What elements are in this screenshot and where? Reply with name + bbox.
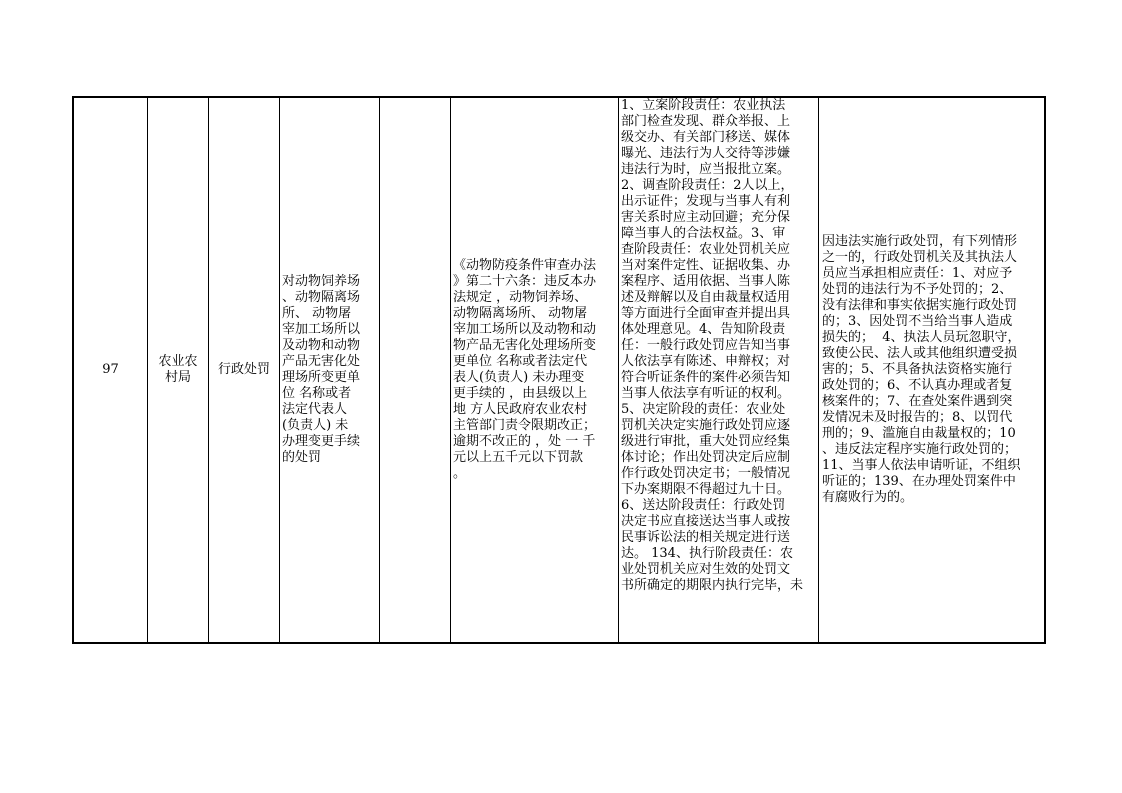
item-name: 对动物饲养场 、动物隔离场 所、 动物屠 宰加工场所以 及动物和动物 产品无害化处 理场所变更单 位 名称或者 法定代表人 (负责人) 未 办理变更手续 的处罚 <box>282 274 361 465</box>
legal-basis: 《动物防疫条件审查办法 》第二十六条：违反本办 法规定 ，动物饲养场、 动物隔离场所、 动物屠 宰加工场所以及动物和动 物产品无害化处理场所变 更单位 名称或者法定代 表人(负责人) 未办理变 更手续的 ，由县级以上 地 方人民政府农业农村 主管部门责令限期改正； 逾期不改正的 ，处 一 千 元以上五千元以下罚款 。 <box>453 258 597 481</box>
cell-legal-basis <box>451 98 619 642</box>
cell-item-name <box>280 98 380 642</box>
cell-sub-item <box>380 98 451 642</box>
table-row <box>72 96 1046 644</box>
power-type: 行政处罚 <box>217 362 270 377</box>
cell-type <box>209 98 280 642</box>
accountability-text: 因违法实施行政处罚，有下列情形 之一的，行政处罚机关及其执法人 员应当承担相应责任：1、对应予 处罚的违法行为不予处罚的；2、 没有法律和事实依据实施行政处罚 的；3、因处罚不当给当事人造成 损失的； 4、执法人员玩忽职守， 致使公民、法人或其他组织遭受损 害的；5、不具备执法资格实施行 政处罚的；6、不认真办理或者复 核案件的；7、在查处案件遇到突 发情况未及时报告的；8、以罚代 刑的；9、滥施自由裁量权的；10 、违反法定程序实施行政处罚的； 11、当事人依法申请听证，不组织 听证的；139、在办理处罚案件中 有腐败行为的。 <box>822 234 1021 505</box>
cell-accountability <box>819 98 1046 642</box>
row-number: 97 <box>102 362 119 377</box>
department: 农业农 村局 <box>158 354 198 385</box>
cell-department <box>148 98 209 642</box>
cell-number <box>74 98 148 642</box>
cell-responsibility <box>619 98 819 642</box>
responsibility-text: 1、立案阶段责任：农业执法 部门检查发现、群众举报、上 级交办、有关部门移送、媒体 曝光、违法行为人交待等涉嫌 违法行为时，应当报批立案。 2、调查阶段责任：2人以上， 出示证件；发现与当事人有利 害关系时应主动回避；充分保 障当事人的合法权益。3、审 查阶段责任：农业处罚机关应 当对案件定性、证据收集、办 案程序、适用依据、当事人陈 述及辩解以及自由裁量权适用 等方面进行全面审查并提出具 体处理意见。4、告知阶段责 任：一般行政处罚应告知当事 人依法享有陈述、申辩权；对 符合听证条件的案件必须告知 当事人依法享有听证的权利。 5、决定阶段的责任：农业处 罚机关决定实施行政处罚应逐 级进行审批，重大处罚应经集 体讨论；作出处罚决定后应制 作行政处罚决定书；一般情况 下办案期限不得超过九十日。 6、送达阶段责任：行政处罚 决定书应直接送达当事人或按 民事诉讼法的相关规定进行送 达。 134、执行阶段责任：农 业处罚机关应对生效的处罚文 书所确定的期限内执行完毕，未 <box>621 98 804 593</box>
